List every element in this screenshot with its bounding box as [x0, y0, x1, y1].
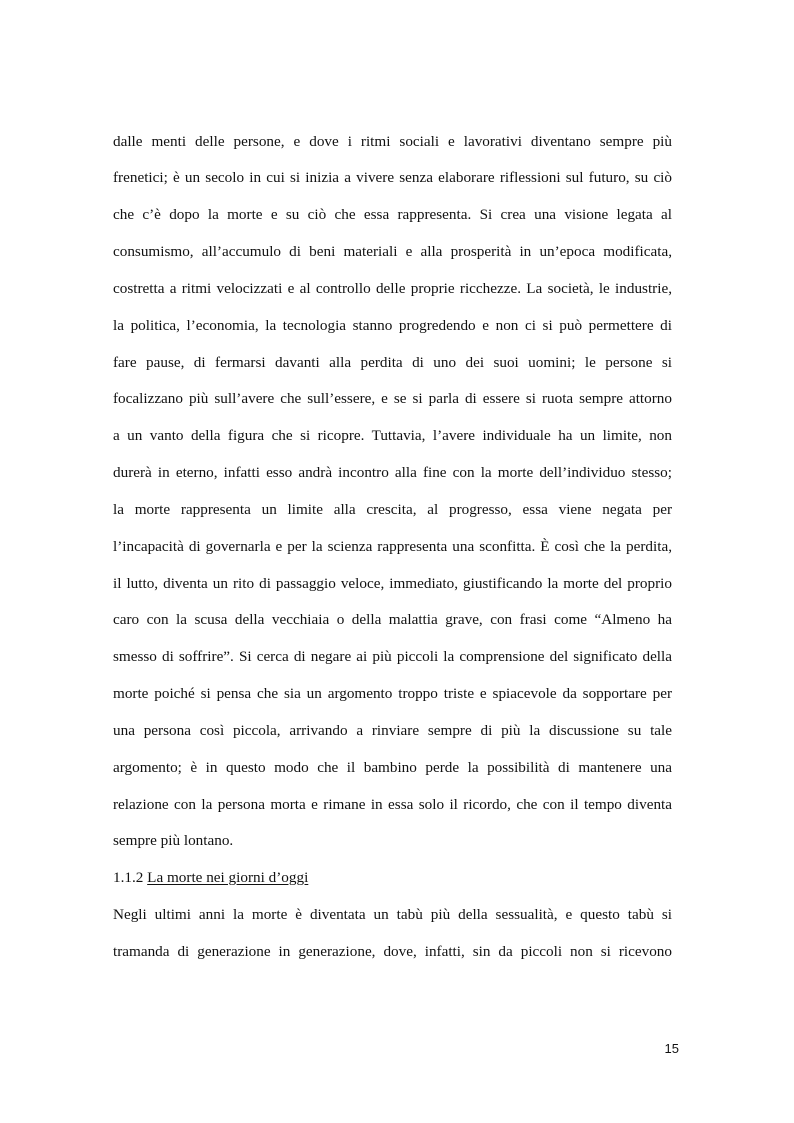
paragraph1-line: caro con la scusa della vecchiaia o della malattia grave, con frasi come “Almeno ha: [113, 611, 672, 628]
paragraph1-line: il lutto, diventa un rito di passaggio veloce, immediato, giustificando la morte del proprio: [113, 575, 672, 592]
paragraph1-line: a un vanto della figura che si ricopre. Tuttavia, l’avere individuale ha un limite, non: [113, 427, 672, 444]
section-heading: [113, 868, 308, 888]
section-number: 1.1.2: [113, 869, 144, 886]
paragraph1-line: consumismo, all’accumulo di beni materiali e alla prosperità in un’epoca modificata,: [113, 243, 672, 260]
paragraph1-line: che c’è dopo la morte e su ciò che essa rappresenta. Si crea una visione legata al: [113, 206, 672, 223]
paragraph1-line: la morte rappresenta un limite alla crescita, al progresso, essa viene negata per: [113, 501, 672, 518]
paragraph2-line: Negli ultimi anni la morte è diventata un tabù più della sessualità, e questo tabù si: [113, 906, 672, 923]
paragraph1-line: smesso di soffrire”. Si cerca di negare ai più piccoli la comprensione del significato della: [113, 648, 672, 665]
paragraph1-line: relazione con la persona morta e rimane in essa solo il ricordo, che con il tempo diventa: [113, 796, 672, 813]
paragraph1-line: durerà in eterno, infatti esso andrà incontro alla fine con la morte dell’individuo stesso;: [113, 464, 672, 481]
paragraph1-line: la politica, l’economia, la tecnologia stanno progredendo e non ci si può permettere di: [113, 317, 672, 334]
page-number: 15: [664, 1041, 679, 1056]
paragraph1-line: morte poiché si pensa che sia un argomento troppo triste e spiacevole da sopportare per: [113, 685, 672, 702]
paragraph1-line: costretta a ritmi velocizzati e al controllo delle proprie ricchezze. La società, le industrie,: [113, 280, 672, 297]
paragraph2-line: tramanda di generazione in generazione, dove, infatti, sin da piccoli non si ricevono: [113, 943, 672, 960]
paragraph1-line: argomento; è in questo modo che il bambino perde la possibilità di mantenere una: [113, 759, 672, 776]
paragraph1-line: focalizzano più sull’avere che sull’essere, e se si parla di essere si ruota sempre attorno: [113, 390, 672, 407]
paragraph1-line: l’incapacità di governarla e per la scienza rappresenta una sconfitta. È così che la perdita,: [113, 538, 672, 555]
paragraph1-line: una persona così piccola, arrivando a rinviare sempre di più la discussione su tale: [113, 722, 672, 739]
paragraph1-line: sempre più lontano.: [113, 832, 234, 849]
paragraph1-line: dalle menti delle persone, e dove i ritmi sociali e lavorativi diventano sempre più: [113, 133, 672, 150]
paragraph1-line: frenetici; è un secolo in cui si inizia a vivere senza elaborare riflessioni sul futuro, su ciò: [113, 169, 672, 186]
paragraph1-line: fare pause, di fermarsi davanti alla perdita di uno dei suoi uomini; le persone si: [113, 354, 672, 371]
section-title: La morte nei giorni d’oggi: [147, 869, 309, 886]
